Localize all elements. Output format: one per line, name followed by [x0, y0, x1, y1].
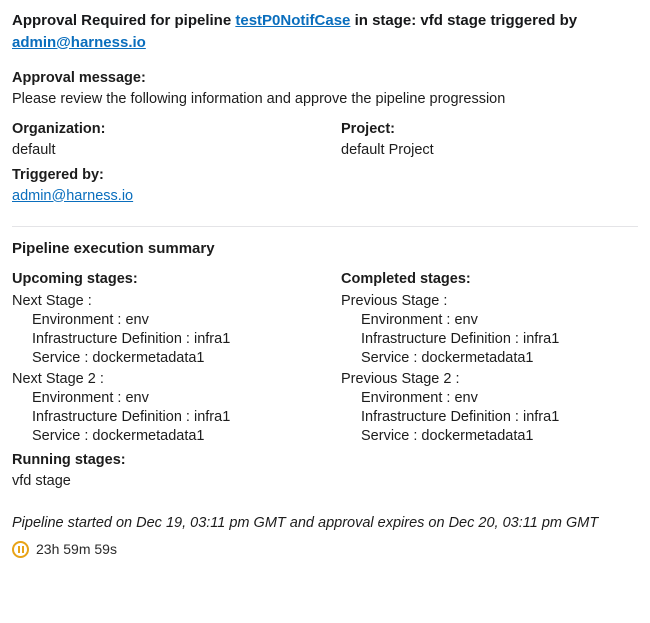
triggered-by-value: [12, 188, 325, 204]
stage-detail: Service : dockermetadata1: [32, 427, 205, 444]
pipeline-link[interactable]: testP0NotifCase: [235, 12, 351, 29]
meta-row: [12, 121, 638, 213]
page-title: [12, 10, 638, 54]
stage-name: Next Stage 2 :: [12, 370, 104, 387]
triggered-by-label: Triggered by:: [12, 166, 104, 183]
approval-message-label: Approval message:: [12, 69, 146, 86]
stage-block: [12, 293, 325, 366]
expiry-timer: [12, 541, 638, 558]
completed-stages-column: [325, 271, 638, 503]
approval-message-text: Please review the following information and approve the pipeline progression: [12, 90, 506, 107]
stage-detail: Infrastructure Definition : infra1: [361, 330, 560, 347]
stage-detail: Service : dockermetadata1: [361, 349, 534, 366]
title-middle: in stage: vfd stage triggered by: [350, 12, 578, 29]
pipeline-timing-note: Pipeline started on Dec 19, 03:11 pm GMT and approval expires on Dec 20, 03:11 pm GMT: [12, 514, 599, 531]
meta-right-column: [325, 121, 638, 213]
organization-value: default: [12, 141, 56, 158]
stage-block: [341, 371, 638, 444]
stage-detail: Environment : env: [32, 311, 149, 328]
stage-detail: Environment : env: [361, 389, 478, 406]
stage-block: [12, 371, 325, 444]
organization-label: Organization:: [12, 120, 106, 137]
project-label: Project:: [341, 120, 395, 137]
stage-block: [341, 293, 638, 366]
timer-remaining-text: 23h 59m 59s: [36, 541, 117, 557]
stage-name: Previous Stage :: [341, 292, 448, 309]
stage-detail: Infrastructure Definition : infra1: [361, 408, 560, 425]
stage-detail: Environment : env: [32, 389, 149, 406]
section-divider: [12, 226, 638, 227]
stage-detail: Service : dockermetadata1: [32, 349, 205, 366]
stage-detail: Service : dockermetadata1: [361, 427, 534, 444]
stages-row: [12, 271, 638, 503]
meta-left-column: [12, 121, 325, 213]
triggered-by-email-link[interactable]: admin@harness.io: [12, 187, 134, 204]
execution-summary-heading: Pipeline execution summary: [12, 239, 215, 257]
project-value: default Project: [341, 141, 434, 158]
stage-detail: Infrastructure Definition : infra1: [32, 330, 231, 347]
upcoming-stages-column: [12, 271, 325, 503]
running-stages-label: Running stages:: [12, 451, 126, 468]
title-prefix: Approval Required for pipeline: [12, 12, 236, 29]
stage-detail: Infrastructure Definition : infra1: [32, 408, 231, 425]
stage-name: Next Stage :: [12, 292, 92, 309]
pause-timer-icon: [12, 541, 29, 558]
stage-detail: Environment : env: [361, 311, 478, 328]
stage-name: Previous Stage 2 :: [341, 370, 460, 387]
triggered-by-link[interactable]: admin@harness.io: [12, 33, 146, 51]
upcoming-stages-label: Upcoming stages:: [12, 270, 138, 287]
running-stages-value: vfd stage: [12, 472, 71, 489]
completed-stages-label: Completed stages:: [341, 270, 471, 287]
